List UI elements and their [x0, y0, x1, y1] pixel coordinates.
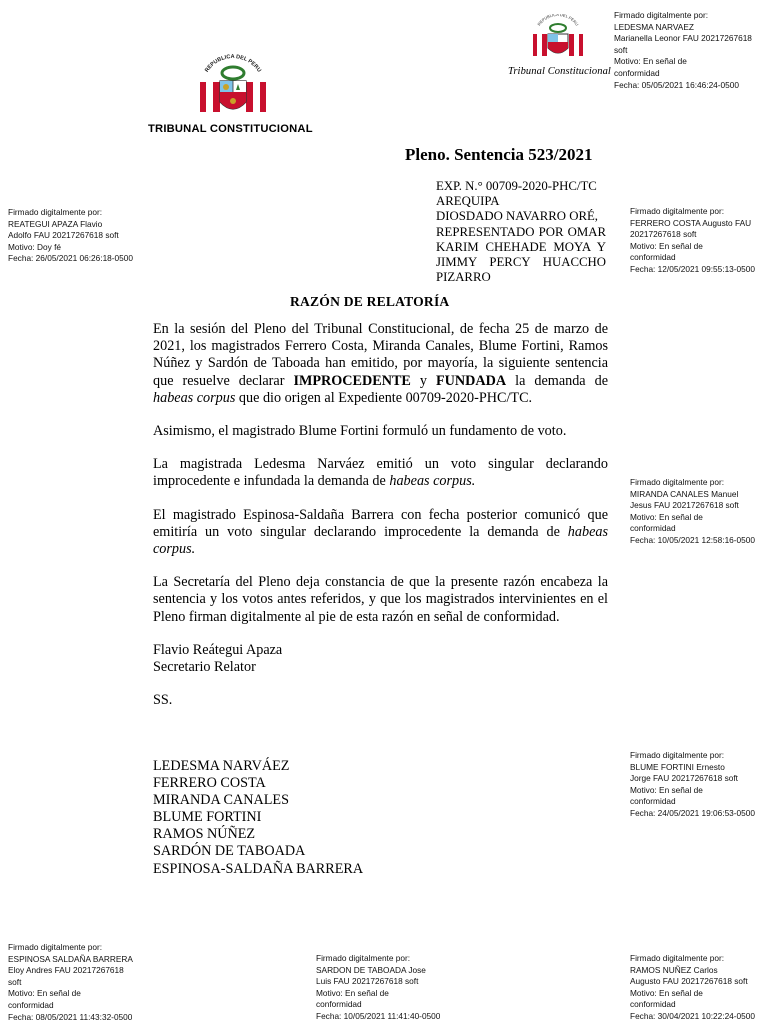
signature-blume: Firmado digitalmente por: BLUME FORTINI Ernesto Jorge FAU 20217267618 soft Motivo: En señal de conformidad Fecha: 24/05/2021 19:06:53-0500 [630, 750, 756, 818]
expediente-line: JIMMY PERCY HUACCHO [436, 255, 606, 270]
magistrate-name: BLUME FORTINI [153, 809, 262, 826]
section-heading: RAZÓN DE RELATORÍA [290, 294, 450, 309]
signature-ramos: Firmado digitalmente por: RAMOS NUÑEZ Carlos Augusto FAU 20217267618 soft Motivo: En señal de conformidad Fecha: 30/04/2021 10:22:24-0500 [630, 953, 756, 1021]
magistrate-name: FERRERO COSTA [153, 775, 266, 792]
signature-ferrero: Firmado digitalmente por: FERRERO COSTA Augusto FAU 20217267618 soft Motivo: En señal de conformidad Fecha: 12/05/2021 09:55:13-0500 [630, 206, 756, 274]
signature-reategui: Firmado digitalmente por: REATEGUI APAZA Flavio Adolfo FAU 20217267618 soft Motivo: Doy fé Fecha: 26/05/2021 06:26:18-0500 [8, 207, 134, 264]
signature-ledesma: Firmado digitalmente por: LEDESMA NARVAEZ Marianella Leonor FAU 20217267618 soft Motivo: En señal de conformidad Fecha: 05/05/2021 16:46:24-0500 [614, 10, 752, 90]
document-title: Pleno. Sentencia 523/2021 [405, 145, 593, 164]
small-seal-ring-text: REPUBLICA DEL PERU [536, 14, 580, 27]
magistrate-name: RAMOS NÚÑEZ [153, 826, 256, 843]
magistrate-name: ESPINOSA-SALDAÑA BARRERA [153, 860, 364, 877]
secretary-name: Flavio Reátegui Apaza [153, 641, 283, 658]
bold-fundada: FUNDADA [436, 372, 507, 389]
expediente-line: KARIM CHEHADE MOYA Y [436, 239, 606, 254]
secretary-signature [153, 642, 608, 676]
magistrate-name: LEDESMA NARVÁEZ [153, 758, 290, 774]
paragraph-ledesma: La magistrada Ledesma Narváez emitió un voto singular declarando improcedente e infundada la demanda de habeas corpus. [153, 456, 608, 490]
bold-improcedente: IMPROCEDENTE [293, 372, 411, 389]
signature-sardon: Firmado digitalmente por: SARDON DE TABOADA Jose Luis FAU 20217267618 soft Motivo: En señal de conformidad Fecha: 10/05/2021 11:41:40-0500 [316, 953, 441, 1021]
small-logo-caption: Tribunal Constitucional [508, 66, 611, 77]
secretary-role: Secretario Relator [153, 659, 256, 676]
institution-name: TRIBUNAL CONSTITUCIONAL [148, 123, 313, 135]
signature-espinosa: Firmado digitalmente por: ESPINOSA SALDAÑA BARRERA Eloy Andres FAU 20217267618 soft Motivo: En señal de conformidad Fecha: 08/05/2021 11:43:32-0500 [8, 942, 133, 1022]
expediente-line: DIOSDADO NAVARRO ORÉ, [436, 209, 598, 224]
magistrate-name: MIRANDA CANALES [153, 792, 289, 809]
paragraph-fundamento: Asimismo, el magistrado Blume Fortini formuló un fundamento de voto. [153, 423, 567, 440]
small-seal-logo [528, 14, 588, 64]
seal-ring-text: REPUBLICA DEL PERU [204, 54, 262, 74]
svg-text:REPUBLICA DEL PERU [204, 54, 262, 74]
paragraph-secretaria: La Secretaría del Pleno deja constancia de que la presente razón encabeza la sentencia y los votos antes referidos, y que los magistrados intervinientes en el Pleno firman digitalmente al pie de esta razón en señal de conformidad. [153, 574, 608, 625]
paragraph-espinosa: El magistrado Espinosa-Saldaña Barrera con fecha posterior comunicó que emitiría un voto singular declarando improcedente la demanda de habeas corpus. [153, 506, 608, 558]
expediente-block [436, 179, 606, 285]
signature-miranda: Firmado digitalmente por: MIRANDA CANALES Manuel Jesus FAU 20217267618 soft Motivo: En señal de conformidad Fecha: 10/05/2021 12:58:16-0500 [630, 477, 756, 545]
magistrate-name: SARDÓN DE TABOADA [153, 843, 306, 860]
paragraph-sesion: En la sesión del Pleno del Tribunal Constitucional, de fecha 25 de marzo de 2021, los magistrados Ferrero Costa, Miranda Canales, Blume Fortini, Ramos Núñez y Sardón de Taboada han emitido, por mayoría, la siguiente sentencia que resuelve declarar IMPROCEDENTE y FUNDADA la demanda de habeas corpus que dio origen al Expediente 00709-2020-PHC/TC. [153, 321, 608, 406]
ss-label: SS. [153, 692, 173, 709]
expediente-line: EXP. N.° 00709-2020-PHC/TC [436, 179, 597, 193]
magistrates-list [153, 758, 363, 878]
expediente-line: REPRESENTADO POR OMAR [436, 224, 606, 239]
coat-of-arms-seal [190, 54, 276, 122]
expediente-line: AREQUIPA [436, 194, 500, 209]
document-body [153, 321, 608, 725]
expediente-line: PIZARRO [436, 270, 491, 285]
